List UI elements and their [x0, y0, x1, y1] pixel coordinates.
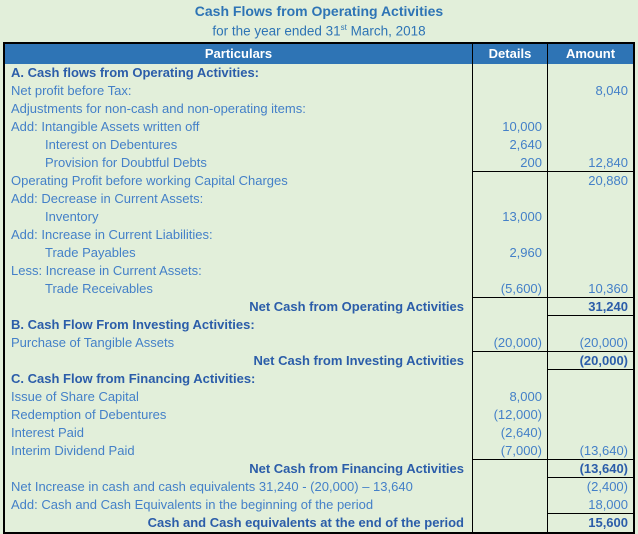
details-cell	[472, 262, 547, 280]
table-row	[5, 460, 633, 478]
details-cell	[472, 316, 547, 334]
cash-flow-table	[3, 42, 635, 534]
amount-cell	[547, 406, 633, 424]
amount-cell	[547, 64, 633, 82]
table-row	[5, 316, 633, 334]
amount-cell	[547, 316, 633, 334]
table-body	[5, 64, 633, 532]
details-cell	[472, 370, 547, 388]
particulars-cell: Interest on Debentures	[45, 136, 178, 152]
amount-cell: 20,880	[547, 172, 633, 190]
amount-cell	[547, 388, 633, 406]
table-row	[5, 118, 633, 136]
table-row	[5, 262, 633, 280]
particulars-cell: Issue of Share Capital	[11, 388, 139, 404]
particulars-cell: Add: Decrease in Current Assets:	[11, 190, 204, 206]
particulars-cell: Add: Increase in Current Liabilities:	[11, 226, 213, 242]
particulars-cell: Less: Increase in Current Assets:	[11, 262, 202, 278]
details-cell: 200	[472, 154, 547, 172]
subtitle-suffix: March, 2018	[346, 23, 426, 39]
amount-cell: (13,640)	[547, 442, 633, 460]
details-cell	[472, 226, 547, 244]
particulars-cell: Net Cash from Financing Activities	[249, 460, 464, 476]
amount-cell	[547, 244, 633, 262]
details-cell	[472, 64, 547, 82]
particulars-cell: Net profit before Tax:	[11, 82, 132, 98]
amount-cell	[547, 100, 633, 118]
amount-cell: (20,000)	[547, 352, 633, 370]
table-row	[5, 82, 633, 100]
particulars-cell: Inventory	[45, 208, 99, 224]
details-cell: 10,000	[472, 118, 547, 136]
table-row	[5, 442, 633, 460]
table-row	[5, 496, 633, 514]
details-cell: (2,640)	[472, 424, 547, 442]
table-row	[5, 244, 633, 262]
table-row	[5, 154, 633, 172]
details-cell	[472, 352, 547, 370]
amount-cell: 8,040	[547, 82, 633, 100]
details-cell: 2,960	[472, 244, 547, 262]
amount-cell	[547, 118, 633, 136]
details-cell	[472, 298, 547, 316]
particulars-cell: Trade Payables	[45, 244, 136, 260]
particulars-cell: B. Cash Flow From Investing Activities:	[11, 316, 255, 332]
table-row	[5, 406, 633, 424]
table-row	[5, 190, 633, 208]
details-cell: 13,000	[472, 208, 547, 226]
details-cell	[472, 460, 547, 478]
table-row	[5, 226, 633, 244]
amount-cell: 12,840	[547, 154, 633, 172]
particulars-cell: Operating Profit before working Capital Charges	[11, 172, 288, 188]
table-row	[5, 64, 633, 82]
particulars-cell: Provision for Doubtful Debts	[45, 154, 207, 170]
particulars-cell: Interest Paid	[11, 424, 84, 440]
table-row	[5, 172, 633, 190]
amount-cell	[547, 136, 633, 154]
table-row	[5, 388, 633, 406]
column-header-amount: Amount	[547, 44, 633, 64]
table-row	[5, 298, 633, 316]
details-cell: 2,640	[472, 136, 547, 154]
details-cell	[472, 172, 547, 190]
details-cell: (12,000)	[472, 406, 547, 424]
particulars-cell: Net Increase in cash and cash equivalents 31,240 - (20,000) – 13,640	[11, 478, 413, 494]
details-cell	[472, 82, 547, 100]
amount-cell	[547, 190, 633, 208]
column-header-details: Details	[472, 44, 547, 64]
column-header-particulars: Particulars	[204, 45, 273, 61]
amount-cell: 15,600	[547, 514, 633, 532]
statement-subtitle	[0, 20, 638, 42]
table-header-row	[5, 44, 633, 64]
table-row	[5, 370, 633, 388]
amount-cell	[547, 226, 633, 244]
details-cell: (5,600)	[472, 280, 547, 298]
subtitle-prefix: for the year ended 31	[212, 23, 341, 39]
table-row	[5, 514, 633, 532]
details-cell	[472, 478, 547, 496]
table-row	[5, 208, 633, 226]
details-cell: 8,000	[472, 388, 547, 406]
amount-cell: (20,000)	[547, 334, 633, 352]
details-cell	[472, 496, 547, 514]
particulars-cell: Net Cash from Investing Activities	[253, 352, 464, 368]
particulars-cell: Cash and Cash equivalents at the end of the period	[147, 514, 464, 530]
table-row	[5, 424, 633, 442]
subtitle-ordinal: st	[340, 23, 347, 32]
particulars-cell: Adjustments for non-cash and non-operating items:	[11, 100, 306, 116]
amount-cell: (13,640)	[547, 460, 633, 478]
particulars-cell: Net Cash from Operating Activities	[249, 298, 464, 314]
table-row	[5, 334, 633, 352]
particulars-cell: Interim Dividend Paid	[11, 442, 135, 458]
statement-title: Cash Flows from Operating Activities	[194, 3, 444, 19]
details-cell: (7,000)	[472, 442, 547, 460]
details-cell	[472, 514, 547, 532]
particulars-cell: Redemption of Debentures	[11, 406, 167, 422]
amount-cell: 31,240	[547, 298, 633, 316]
amount-cell: 18,000	[547, 496, 633, 514]
amount-cell: (2,400)	[547, 478, 633, 496]
table-row	[5, 136, 633, 154]
amount-cell: 10,360	[547, 280, 633, 298]
particulars-cell: Trade Receivables	[45, 280, 153, 296]
amount-cell	[547, 424, 633, 442]
particulars-cell: A. Cash flows from Operating Activities:	[11, 64, 260, 80]
table-row	[5, 100, 633, 118]
details-cell	[472, 190, 547, 208]
amount-cell	[547, 370, 633, 388]
particulars-cell: C. Cash Flow from Financing Activities:	[11, 370, 256, 386]
table-row	[5, 478, 633, 496]
details-cell: (20,000)	[472, 334, 547, 352]
particulars-cell: Add: Cash and Cash Equivalents in the beginning of the period	[11, 496, 374, 512]
table-row	[5, 280, 633, 298]
details-cell	[472, 100, 547, 118]
particulars-cell: Add: Intangible Assets written off	[11, 118, 200, 134]
table-row	[5, 352, 633, 370]
particulars-cell: Purchase of Tangible Assets	[11, 334, 175, 350]
amount-cell	[547, 262, 633, 280]
amount-cell	[547, 208, 633, 226]
